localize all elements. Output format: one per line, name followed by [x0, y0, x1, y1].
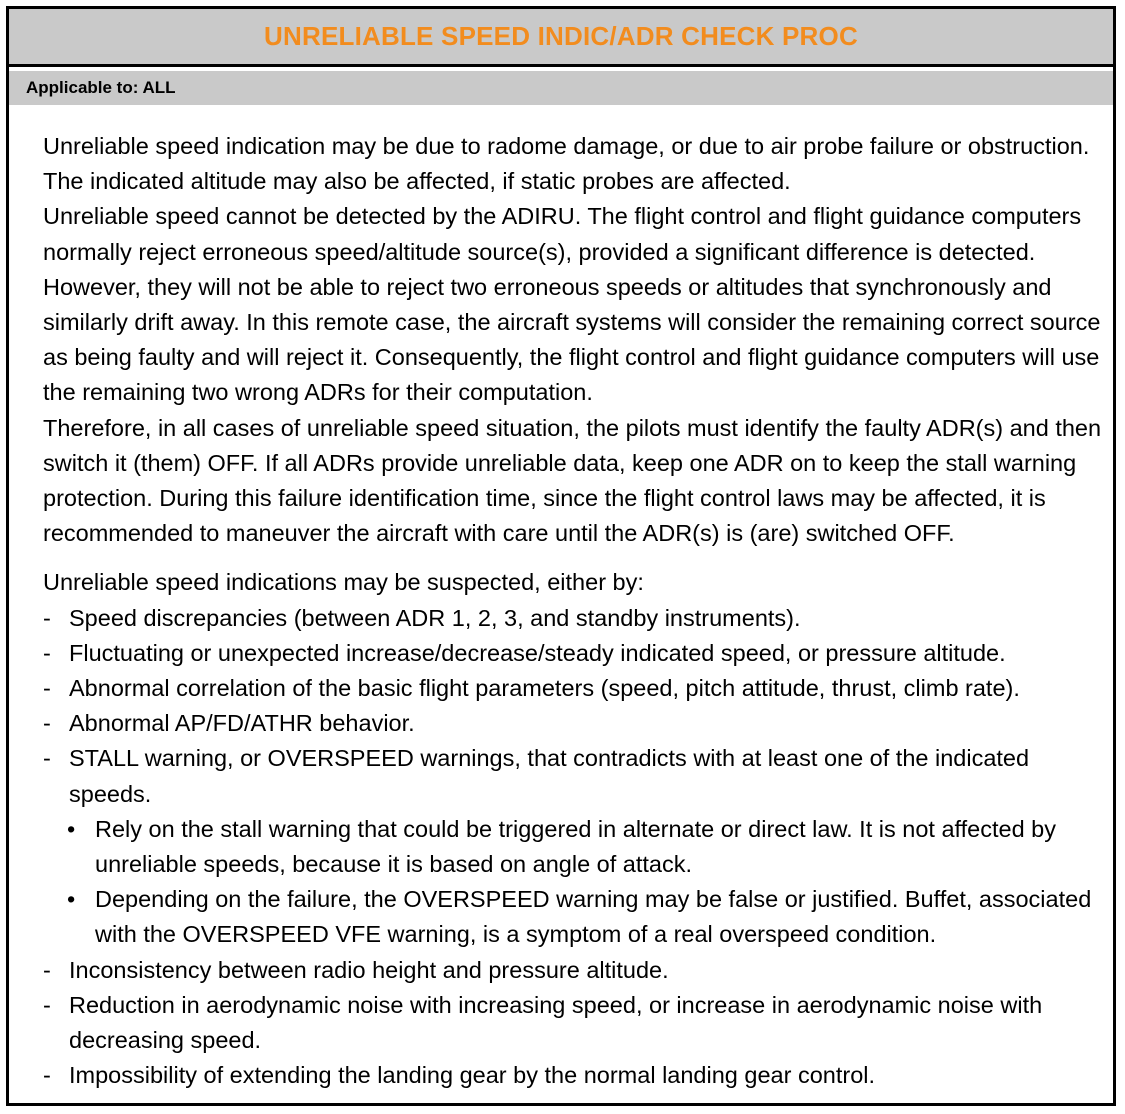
list-item: - Reduction in aerodynamic noise with increasing speed, or increase in aerodynamic noise with decreasing speed. [43, 988, 1103, 1058]
list-item: - Abnormal correlation of the basic flight parameters (speed, pitch attitude, thrust, climb rate). [43, 671, 1103, 706]
intro-paragraph: Unreliable speed indication may be due to radome damage, or due to air probe failure or obstruction. The indicated altitude may also be affected, if static probes are affected. [43, 133, 1090, 195]
list-item: - Abnormal AP/FD/ATHR behavior. [43, 706, 1103, 741]
intro-paragraph: Unreliable speed cannot be detected by the ADIRU. The flight control and flight guidance computers normally reject erroneous speed/altitude source(s), provided a significant difference is detected. However, they will not be able to reject two erroneous speeds or altitudes that synchronously and similarly drift away. In this remote case, the aircraft systems will consider the remaining correct source as being faulty and will reject it. Consequently, the flight control and flight guidance computers will use the remaining two wrong ADRs for their computation. [43, 203, 1101, 406]
sub-list-item: • Rely on the stall warning that could be triggered in alternate or direct law. It is not affected by unreliable speeds, because it is based on angle of attack. [43, 812, 1103, 882]
applicability-bar: Applicable to: ALL [9, 71, 1113, 105]
procedure-title: UNRELIABLE SPEED INDIC/ADR CHECK PROC [9, 9, 1113, 67]
procedure-frame [6, 6, 1116, 1106]
list-item: - STALL warning, or OVERSPEED warnings, that contradicts with at least one of the indicated speeds. [43, 741, 1103, 811]
list-item: - Impossibility of extending the landing gear by the normal landing gear control. [43, 1058, 1103, 1093]
sub-list-item: • Depending on the failure, the OVERSPEED warning may be false or justified. Buffet, associated with the OVERSPEED VFE warning, is a symptom of a real overspeed condition. [43, 882, 1103, 952]
suspect-intro: Unreliable speed indications may be suspected, either by: [43, 569, 644, 596]
intro-paragraph: Therefore, in all cases of unreliable speed situation, the pilots must identify the faulty ADR(s) and then switch it (them) OFF. If all ADRs provide unreliable data, keep one ADR on to keep the stall warning protection. During this failure identification time, since the flight control laws may be affected, it is recommended to maneuver the aircraft with care until the ADR(s) is (are) switched OFF. [43, 414, 1102, 547]
procedure-body [9, 105, 1113, 1093]
list-item: - Fluctuating or unexpected increase/decrease/steady indicated speed, or pressure altitude. [43, 636, 1103, 671]
list-item: - Inconsistency between radio height and pressure altitude. [43, 953, 1103, 988]
list-item: - Speed discrepancies (between ADR 1, 2, 3, and standby instruments). [43, 601, 1103, 636]
